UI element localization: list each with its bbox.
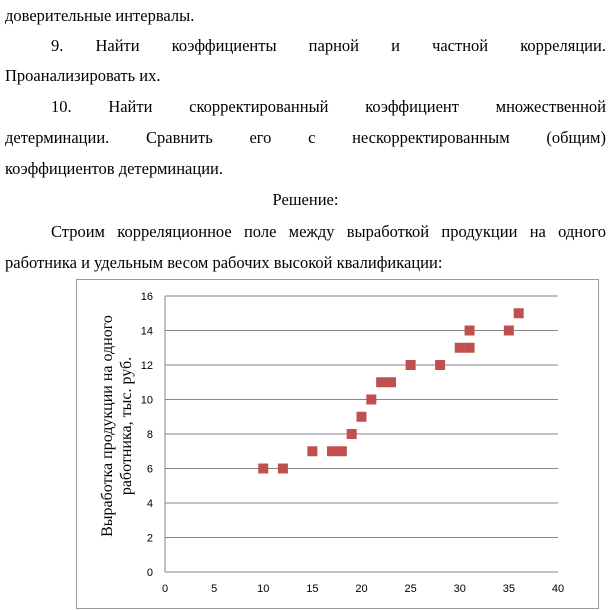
word: множественной <box>495 97 606 116</box>
word: нескорректированным <box>352 128 510 147</box>
y-tick-label: 10 <box>140 394 153 407</box>
word: Найти <box>108 97 153 116</box>
data-point <box>465 326 475 336</box>
x-tick-label: 25 <box>404 583 417 595</box>
word: коэффициенты <box>171 36 277 55</box>
word: одного <box>558 222 606 241</box>
item-10-line-1 <box>5 97 606 117</box>
x-tick-label: 15 <box>306 583 319 595</box>
data-point <box>278 464 288 474</box>
data-point <box>504 326 514 336</box>
y-tick-label: 0 <box>146 567 153 579</box>
item-10-line-3: коэффициентов детерминации. <box>5 159 223 178</box>
data-point <box>327 446 337 456</box>
word: его <box>249 128 272 147</box>
data-point <box>406 360 416 370</box>
x-tick-label: 10 <box>257 583 270 595</box>
data-points <box>258 308 523 473</box>
chart-svg <box>77 280 600 610</box>
word: Сравнить <box>145 128 213 147</box>
x-tick-labels <box>162 583 564 595</box>
x-tick-label: 20 <box>355 583 368 595</box>
x-tick-label: 0 <box>161 583 169 595</box>
y-tick-label: 12 <box>140 360 153 372</box>
y-axis-label-line-1: Выработка продукции на одного <box>99 315 116 537</box>
item-9-continuation: Проанализировать их. <box>5 66 161 85</box>
data-point <box>347 429 357 439</box>
word: частной <box>432 36 489 55</box>
data-point <box>465 343 475 353</box>
y-tick-label: 16 <box>140 291 153 303</box>
y-tick-label: 8 <box>146 429 153 441</box>
word: коэффициент <box>365 97 459 116</box>
y-axis-label-line-2: работника, тыс. руб. <box>118 356 135 496</box>
data-point <box>357 412 367 422</box>
word: и <box>391 36 400 55</box>
word: 9. <box>51 36 64 55</box>
word: выработкой <box>346 222 430 241</box>
data-point <box>514 308 524 318</box>
word: детерминации. <box>5 128 110 147</box>
scatter-chart <box>76 279 599 609</box>
y-tick-label: 6 <box>146 463 153 476</box>
intro-line-1 <box>5 222 606 242</box>
word: (общим) <box>546 128 606 147</box>
x-tick-label: 40 <box>551 583 565 595</box>
data-point <box>337 446 347 456</box>
word: корреляционное <box>117 222 232 241</box>
data-point <box>307 446 317 456</box>
y-tick-label: 2 <box>146 532 153 545</box>
y-tick-labels <box>141 291 153 579</box>
solution-heading: Решение: <box>272 190 339 209</box>
data-point <box>455 343 465 353</box>
data-point <box>386 377 396 387</box>
item-10-line-2 <box>5 128 606 148</box>
data-point <box>376 377 386 387</box>
gridlines <box>165 296 558 572</box>
y-tick-label: 14 <box>140 325 153 338</box>
word: скорректированный <box>189 97 329 116</box>
x-tick-label: 35 <box>502 583 515 595</box>
word: Найти <box>95 36 140 55</box>
intro-line-2: работника и удельным весом рабочих высокой квалификации: <box>5 253 443 272</box>
word: на <box>529 222 546 241</box>
word: 10. <box>51 97 72 116</box>
word: парной <box>308 36 359 55</box>
x-tick-label: 5 <box>211 583 218 595</box>
word: Строим <box>51 222 105 241</box>
word: корреляции. <box>520 36 606 55</box>
text-line-intervals: доверительные интервалы. <box>5 6 195 25</box>
word: продукции <box>441 222 518 241</box>
x-tick-label: 30 <box>453 583 466 595</box>
y-tick-label: 4 <box>146 498 153 510</box>
item-9-line <box>5 36 606 56</box>
word: между <box>288 222 335 241</box>
data-point <box>258 464 268 474</box>
word: с <box>308 128 316 147</box>
data-point <box>366 395 376 405</box>
word: поле <box>243 222 277 241</box>
data-point <box>435 360 445 370</box>
